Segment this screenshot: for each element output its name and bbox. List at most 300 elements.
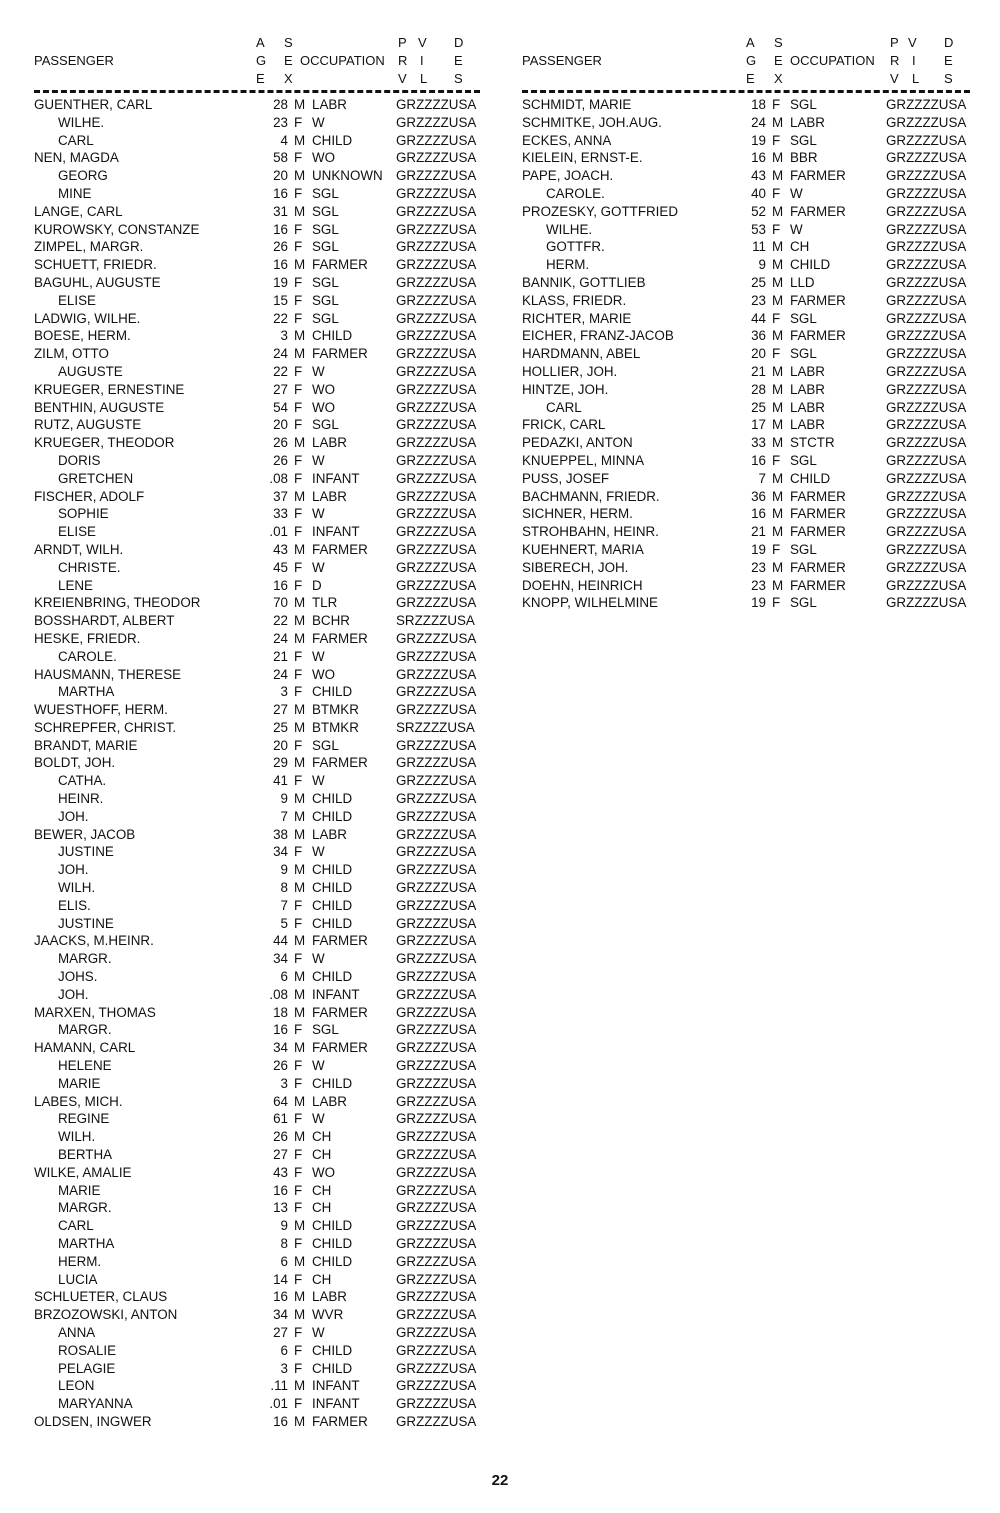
table-row: [34, 1235, 480, 1253]
passenger-name: HEINR.: [58, 791, 104, 807]
passenger-name: PEDAZKI, ANTON: [522, 435, 633, 451]
table-row: [34, 968, 480, 986]
prv-header-letter: P: [398, 35, 407, 50]
passenger-occupation: CHILD: [312, 1342, 353, 1358]
origin-destination-code: GRZZZZUSA: [396, 185, 477, 201]
passenger-sex: M: [294, 880, 306, 896]
passenger-occupation: FARMER: [790, 559, 846, 575]
passenger-name: SCHREPFER, CHRIST.: [34, 719, 177, 735]
passenger-sex: M: [294, 257, 306, 273]
origin-destination-code: GRZZZZUSA: [886, 506, 967, 522]
passenger-occupation: SGL: [312, 417, 339, 433]
passenger-sex: M: [772, 150, 784, 166]
origin-destination-code: GRZZZZUSA: [396, 1111, 477, 1127]
passenger-occupation: CH: [312, 1147, 332, 1163]
passenger-occupation: FARMER: [312, 933, 368, 949]
passenger-age: 17: [751, 417, 766, 433]
origin-destination-code: GRZZZZUSA: [886, 203, 967, 219]
passenger-sex: F: [294, 1022, 303, 1038]
passenger-age: 64: [273, 1093, 288, 1109]
origin-destination-code: GRZZZZUSA: [396, 168, 477, 184]
passenger-occupation: WO: [312, 666, 336, 682]
passenger-name: SCHLUETER, CLAUS: [34, 1289, 168, 1305]
passenger-occupation: LABR: [312, 826, 347, 842]
passenger-occupation: FARMER: [312, 630, 368, 646]
passenger-name: HAMANN, CARL: [34, 1040, 136, 1056]
passenger-occupation: FARMER: [790, 292, 846, 308]
sex-header-letter: X: [774, 71, 783, 86]
passenger-sex: M: [294, 1413, 306, 1429]
passenger-age: 16: [273, 1022, 288, 1038]
passenger-sex: M: [772, 114, 784, 130]
passenger-age: 44: [751, 310, 766, 326]
passenger-age: 43: [751, 168, 766, 184]
passenger-occupation: W: [312, 114, 325, 130]
passenger-sex: M: [772, 239, 784, 255]
passenger-occupation: W: [312, 506, 325, 522]
prv-header-letter: V: [890, 71, 899, 86]
passenger-name: FISCHER, ADOLF: [34, 488, 145, 504]
table-row: [34, 594, 480, 612]
passenger-occupation: SGL: [790, 452, 817, 468]
passenger-occupation: CH: [312, 1271, 332, 1287]
origin-destination-code: GRZZZZUSA: [396, 969, 477, 985]
passenger-name: NEN, MAGDA: [34, 150, 119, 166]
passenger-occupation: W: [312, 773, 325, 789]
table-row: [34, 1288, 480, 1306]
passenger-occupation: SGL: [790, 132, 817, 148]
passenger-age: 16: [273, 577, 288, 593]
des-header-letter: D: [454, 35, 464, 50]
passenger-occupation: CHILD: [312, 791, 353, 807]
vil-header-letter: I: [420, 53, 424, 68]
passenger-age: 29: [273, 755, 288, 771]
passenger-occupation: CHILD: [312, 1218, 353, 1234]
passenger-name: HAUSMANN, THERESE: [34, 666, 182, 682]
passenger-sex: M: [772, 381, 784, 397]
passenger-occupation: LABR: [790, 363, 825, 379]
passenger-age: 34: [273, 1040, 288, 1056]
origin-destination-code: GRZZZZUSA: [396, 666, 477, 682]
passenger-occupation: LABR: [312, 1093, 347, 1109]
passenger-occupation: SGL: [312, 185, 339, 201]
passenger-occupation: CH: [790, 239, 810, 255]
passenger-occupation: SGL: [312, 203, 339, 219]
passenger-age: 3: [280, 684, 288, 700]
table-row: [34, 541, 480, 559]
table-row: [34, 1395, 480, 1413]
passenger-occupation: CH: [312, 1182, 332, 1198]
table-row: [34, 719, 480, 737]
table-row: [34, 1021, 480, 1039]
passenger-name: CAROLE.: [58, 648, 117, 664]
origin-destination-code: GRZZZZUSA: [886, 417, 967, 433]
passenger-sex: F: [294, 114, 303, 130]
passenger-occupation: INFANT: [312, 524, 360, 540]
passenger-age: 36: [751, 328, 766, 344]
passenger-name: OLDSEN, INGWER: [34, 1413, 152, 1429]
passenger-name: PELAGIE: [58, 1360, 116, 1376]
table-row: [34, 1217, 480, 1235]
table-row: [34, 1146, 480, 1164]
passenger-sex: M: [294, 595, 306, 611]
passenger-occupation: LABR: [790, 114, 825, 130]
table-row: [522, 523, 970, 541]
table-row: [34, 327, 480, 345]
passenger-name: LUCIA: [58, 1271, 98, 1287]
passenger-occupation: BTMKR: [312, 702, 359, 718]
passenger-name: GOTTFR.: [546, 239, 605, 255]
origin-destination-code: GRZZZZUSA: [886, 150, 967, 166]
origin-destination-code: GRZZZZUSA: [886, 239, 967, 255]
sex-header-letter: E: [284, 53, 293, 68]
passenger-age: 7: [758, 470, 766, 486]
passenger-name: SCHUETT, FRIEDR.: [34, 257, 157, 273]
origin-destination-code: GRZZZZUSA: [396, 791, 477, 807]
origin-destination-code: GRZZZZUSA: [396, 862, 477, 878]
passenger-sex: F: [294, 1200, 303, 1216]
passenger-occupation: W: [312, 1058, 325, 1074]
passenger-name: MARGR.: [58, 951, 112, 967]
origin-destination-code: GRZZZZUSA: [396, 1093, 477, 1109]
table-row: [34, 737, 480, 755]
age-header-letter: E: [746, 71, 755, 86]
passenger-age: 33: [751, 435, 766, 451]
passenger-name: LADWIG, WILHE.: [34, 310, 141, 326]
table-row: [34, 754, 480, 772]
origin-destination-code: GRZZZZUSA: [396, 452, 477, 468]
passenger-sex: M: [772, 274, 784, 290]
passenger-age: 20: [273, 737, 288, 753]
passenger-name: HINTZE, JOH.: [522, 381, 609, 397]
table-row: [34, 772, 480, 790]
table-row: [34, 1253, 480, 1271]
passenger-name: HESKE, FRIEDR.: [34, 630, 141, 646]
origin-destination-code: GRZZZZUSA: [886, 488, 967, 504]
passenger-sex: F: [294, 274, 303, 290]
passenger-sex: M: [294, 808, 306, 824]
origin-destination-code: SRZZZZUSA: [396, 613, 475, 629]
table-row: [34, 1110, 480, 1128]
passenger-age: 19: [273, 274, 288, 290]
origin-destination-code: GRZZZZUSA: [886, 595, 967, 611]
passenger-name: SCHMITKE, JOH.AUG.: [522, 114, 662, 130]
passenger-age: 3: [280, 1360, 288, 1376]
passenger-age: 34: [273, 844, 288, 860]
origin-destination-code: GRZZZZUSA: [886, 132, 967, 148]
passenger-age: 31: [273, 203, 288, 219]
occupation-header: OCCUPATION: [300, 53, 385, 68]
passenger-sex: F: [294, 1342, 303, 1358]
origin-destination-code: GRZZZZUSA: [396, 292, 477, 308]
origin-destination-code: GRZZZZUSA: [396, 1324, 477, 1340]
passenger-name: LEON: [58, 1378, 95, 1394]
passenger-sex: M: [294, 1004, 306, 1020]
table-row: [34, 1306, 480, 1324]
origin-destination-code: GRZZZZUSA: [886, 328, 967, 344]
table-row: [34, 132, 480, 150]
origin-destination-code: GRZZZZUSA: [396, 577, 477, 593]
passenger-sex: F: [294, 221, 303, 237]
age-header-letter: A: [256, 35, 265, 50]
passenger-list: [34, 96, 480, 1431]
passenger-sex: M: [294, 97, 306, 112]
passenger-name: JUSTINE: [58, 844, 114, 860]
passenger-sex: F: [294, 381, 303, 397]
sex-header-letter: S: [284, 35, 293, 50]
origin-destination-code: GRZZZZUSA: [396, 737, 477, 753]
table-row: [34, 434, 480, 452]
origin-destination-code: GRZZZZUSA: [396, 986, 477, 1002]
table-row: [522, 399, 970, 417]
table-row: [522, 488, 970, 506]
passenger-age: 9: [280, 1218, 288, 1234]
passenger-occupation: LLD: [790, 274, 815, 290]
passenger-age: 61: [273, 1111, 288, 1127]
origin-destination-code: GRZZZZUSA: [886, 399, 967, 415]
sex-header-letter: E: [774, 53, 783, 68]
table-row: [522, 452, 970, 470]
table-row: [522, 114, 970, 132]
passenger-occupation: CHILD: [312, 915, 353, 931]
passenger-occupation: INFANT: [312, 1378, 360, 1394]
origin-destination-code: GRZZZZUSA: [396, 257, 477, 273]
origin-destination-code: GRZZZZUSA: [396, 951, 477, 967]
passenger-sex: M: [294, 613, 306, 629]
origin-destination-code: GRZZZZUSA: [396, 933, 477, 949]
passenger-name: BRZOZOWSKI, ANTON: [34, 1307, 178, 1323]
passenger-occupation: SGL: [312, 221, 339, 237]
passenger-sex: F: [294, 363, 303, 379]
passenger-name: LABES, MICH.: [34, 1093, 123, 1109]
passenger-name: WILHE.: [546, 221, 593, 237]
passenger-sex: F: [294, 577, 303, 593]
origin-destination-code: GRZZZZUSA: [886, 257, 967, 273]
passenger-sex: F: [294, 417, 303, 433]
passenger-name: SICHNER, HERM.: [522, 506, 633, 522]
passenger-header: PASSENGER: [522, 53, 602, 68]
passenger-sex: F: [294, 292, 303, 308]
origin-destination-code: GRZZZZUSA: [396, 1022, 477, 1038]
passenger-name: BEWER, JACOB: [34, 826, 136, 842]
passenger-name: CARL: [546, 399, 582, 415]
passenger-name: GEORG: [58, 168, 108, 184]
des-header-letter: E: [944, 53, 953, 68]
passenger-sex: M: [294, 791, 306, 807]
passenger-age: 25: [751, 274, 766, 290]
passenger-age: 16: [273, 221, 288, 237]
passenger-sex: F: [294, 951, 303, 967]
table-row: [34, 416, 480, 434]
table-row: [34, 843, 480, 861]
passenger-name: BOSSHARDT, ALBERT: [34, 613, 175, 629]
passenger-header: PASSENGER: [34, 53, 114, 68]
passenger-occupation: SGL: [790, 541, 817, 557]
passenger-name: SCHMIDT, MARIE: [522, 97, 632, 112]
passenger-sex: M: [294, 488, 306, 504]
table-row: [522, 381, 970, 399]
table-row: [34, 345, 480, 363]
table-row: [522, 203, 970, 221]
passenger-age: 3: [280, 1075, 288, 1091]
passenger-occupation: SGL: [312, 274, 339, 290]
passenger-age: 37: [273, 488, 288, 504]
passenger-name: CATHA.: [58, 773, 107, 789]
passenger-name: KLASS, FRIEDR.: [522, 292, 627, 308]
origin-destination-code: GRZZZZUSA: [396, 363, 477, 379]
passenger-name: PUSS, JOSEF: [522, 470, 610, 486]
passenger-age: 16: [273, 257, 288, 273]
origin-destination-code: GRZZZZUSA: [396, 1075, 477, 1091]
passenger-sex: F: [294, 310, 303, 326]
passenger-age: 19: [751, 132, 766, 148]
table-row: [34, 1128, 480, 1146]
origin-destination-code: GRZZZZUSA: [396, 684, 477, 700]
table-row: [522, 559, 970, 577]
passenger-name: KIELEIN, ERNST-E.: [522, 150, 643, 166]
passenger-age: 26: [273, 435, 288, 451]
passenger-occupation: CHILD: [312, 684, 353, 700]
origin-destination-code: GRZZZZUSA: [396, 1040, 477, 1056]
origin-destination-code: GRZZZZUSA: [396, 310, 477, 326]
passenger-age: 24: [273, 346, 288, 362]
passenger-name: JAACKS, M.HEINR.: [34, 933, 154, 949]
passenger-sex: M: [294, 630, 306, 646]
table-row: [34, 648, 480, 666]
passenger-name: CAROLE.: [546, 185, 605, 201]
passenger-occupation: WO: [312, 150, 336, 166]
origin-destination-code: GRZZZZUSA: [396, 1396, 477, 1412]
passenger-sex: F: [294, 559, 303, 575]
passenger-occupation: SGL: [312, 239, 339, 255]
passenger-age: 33: [273, 506, 288, 522]
passenger-name: KNOPP, WILHELMINE: [522, 595, 658, 611]
passenger-occupation: W: [312, 648, 325, 664]
passenger-name: BOLDT, JOH.: [34, 755, 116, 771]
passenger-occupation: W: [312, 559, 325, 575]
passenger-occupation: W: [312, 452, 325, 468]
passenger-sex: F: [294, 1075, 303, 1091]
passenger-age: 34: [273, 1307, 288, 1323]
passenger-name: KUEHNERT, MARIA: [522, 541, 644, 557]
sex-header-letter: S: [774, 35, 783, 50]
passenger-age: 16: [273, 1413, 288, 1429]
passenger-age: 23: [751, 577, 766, 593]
table-row: [34, 861, 480, 879]
origin-destination-code: SRZZZZUSA: [396, 719, 475, 735]
passenger-occupation: BBR: [790, 150, 818, 166]
table-row: [34, 808, 480, 826]
age-header-letter: E: [256, 71, 265, 86]
passenger-sex: M: [294, 1378, 306, 1394]
passenger-sex: F: [294, 470, 303, 486]
passenger-sex: M: [294, 1253, 306, 1269]
origin-destination-code: GRZZZZUSA: [396, 203, 477, 219]
origin-destination-code: GRZZZZUSA: [396, 1218, 477, 1234]
passenger-sex: M: [772, 257, 784, 273]
passenger-occupation: W: [790, 185, 803, 201]
passenger-name: PAPE, JOACH.: [522, 168, 614, 184]
table-row: [522, 310, 970, 328]
origin-destination-code: GRZZZZUSA: [396, 1236, 477, 1251]
passenger-name: KNUEPPEL, MINNA: [522, 452, 645, 468]
passenger-occupation: FARMER: [312, 1040, 368, 1056]
origin-destination-code: GRZZZZUSA: [396, 897, 477, 913]
table-row: [34, 1342, 480, 1360]
origin-destination-code: GRZZZZUSA: [396, 470, 477, 486]
passenger-name: LENE: [58, 577, 93, 593]
table-row: [522, 434, 970, 452]
passenger-age: 24: [751, 114, 766, 130]
passenger-sex: M: [294, 969, 306, 985]
passenger-occupation: CHILD: [312, 1075, 353, 1091]
table-row: [34, 1199, 480, 1217]
origin-destination-code: GRZZZZUSA: [396, 1129, 477, 1145]
passenger-name: JOH.: [58, 986, 89, 1002]
passenger-sex: M: [294, 328, 306, 344]
passenger-age: .11: [270, 1378, 288, 1394]
passenger-name: LANGE, CARL: [34, 203, 123, 219]
passenger-sex: M: [294, 702, 306, 718]
passenger-name: SIBERECH, JOH.: [522, 559, 629, 575]
origin-destination-code: GRZZZZUSA: [396, 417, 477, 433]
passenger-sex: F: [294, 239, 303, 255]
passenger-sex: F: [772, 541, 781, 557]
des-header-letter: E: [454, 53, 463, 68]
origin-destination-code: GRZZZZUSA: [886, 97, 967, 112]
passenger-name: ARNDT, WILH.: [34, 541, 124, 557]
passenger-occupation: FARMER: [312, 755, 368, 771]
passenger-occupation: LABR: [790, 381, 825, 397]
table-row: [34, 523, 480, 541]
passenger-age: 22: [273, 613, 288, 629]
table-row: [522, 132, 970, 150]
passenger-name: ANNA: [58, 1324, 96, 1340]
passenger-occupation: CHILD: [312, 808, 353, 824]
passenger-sex: F: [772, 97, 781, 112]
table-row: [34, 879, 480, 897]
passenger-sex: F: [294, 1396, 303, 1412]
origin-destination-code: GRZZZZUSA: [396, 97, 477, 112]
origin-destination-code: GRZZZZUSA: [396, 524, 477, 540]
passenger-age: 22: [273, 310, 288, 326]
table-row: [522, 594, 970, 612]
passenger-name: BACHMANN, FRIEDR.: [522, 488, 660, 504]
passenger-sex: F: [294, 915, 303, 931]
passenger-name: RICHTER, MARIE: [522, 310, 632, 326]
passenger-name: ECKES, ANNA: [522, 132, 612, 148]
passenger-age: 20: [273, 417, 288, 433]
passenger-occupation: SGL: [790, 346, 817, 362]
passenger-sex: M: [294, 1040, 306, 1056]
origin-destination-code: GRZZZZUSA: [396, 844, 477, 860]
passenger-sex: M: [772, 559, 784, 575]
table-row: [34, 1413, 480, 1431]
passenger-age: 23: [751, 559, 766, 575]
origin-destination-code: GRZZZZUSA: [396, 915, 477, 931]
origin-destination-code: GRZZZZUSA: [886, 292, 967, 308]
passenger-age: .01: [269, 524, 288, 540]
passenger-occupation: CHILD: [790, 470, 831, 486]
table-row: [34, 114, 480, 132]
passenger-sex: M: [294, 1289, 306, 1305]
passenger-age: 7: [280, 808, 288, 824]
passenger-name: REGINE: [58, 1111, 110, 1127]
passenger-age: 14: [273, 1271, 288, 1287]
passenger-occupation: W: [312, 844, 325, 860]
origin-destination-code: GRZZZZUSA: [396, 1378, 477, 1394]
passenger-age: 26: [273, 452, 288, 468]
